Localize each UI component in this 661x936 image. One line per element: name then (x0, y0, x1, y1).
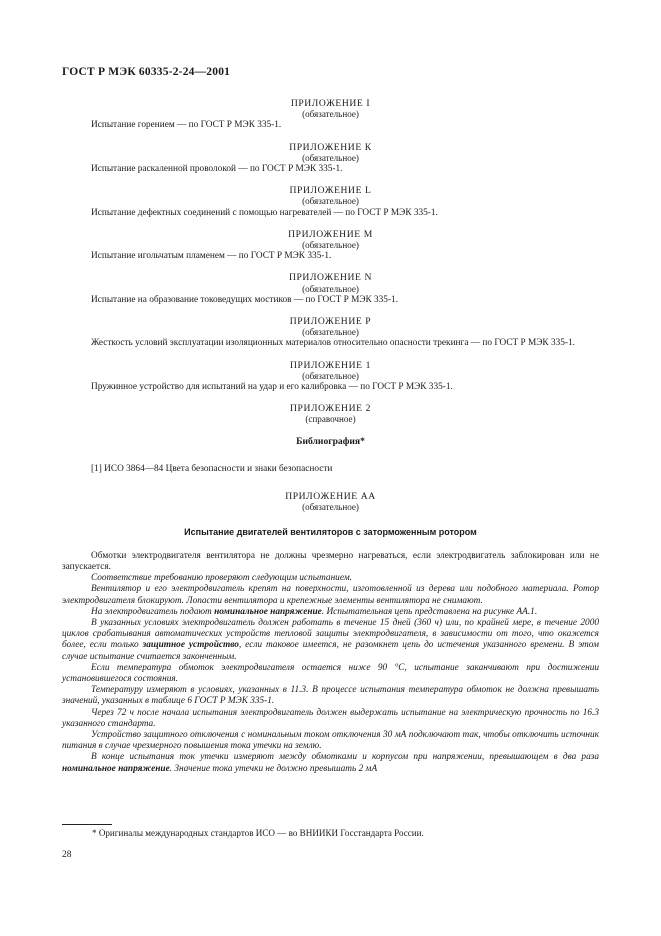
appendix-title: ПРИЛОЖЕНИЕ М (288, 228, 373, 240)
appendix-title: ПРИЛОЖЕНИЕ I (290, 98, 371, 109)
appendix-title: ПРИЛОЖЕНИЕ 1 (290, 359, 371, 371)
appendix-text: Пружинное устройство для испытаний на удар и его калибровка — по ГОСТ Р МЭК 335-1. (91, 382, 453, 393)
defined-term: защитное устройство (142, 640, 239, 651)
appendix-2 (62, 403, 599, 425)
defined-term: номинальное напряжение (62, 763, 170, 774)
section-title: Испытание двигателей вентиляторов с заторможенным ротором (184, 527, 477, 538)
paragraph-text: На электродвигатель подают (91, 606, 215, 617)
appendix-p (62, 316, 599, 350)
paragraph (62, 618, 599, 663)
page-number: 28 (62, 850, 72, 860)
paragraph-text: В указанных условиях электродвигатель должен работать в течение 15 дней (360 ч) или, по крайней мере, в течение 2000 циклов срабатывания автоматических устройств тепловой защиты электродвигателя, в зависимости от того, что окажется более, если только (62, 617, 599, 651)
document-code-header: ГОСТ Р МЭК 60335-2-24—2001 (62, 66, 231, 78)
paragraph (62, 752, 599, 774)
page-content (62, 98, 599, 775)
appendix-title: ПРИЛОЖЕНИЕ N (288, 272, 373, 284)
appendix-i (62, 98, 599, 132)
appendix-text: Жесткость условий эксплуатации изоляционных материалов относительно опасности трекинга — по ГОСТ Р МЭК 335-1. (91, 338, 575, 349)
appendix-status: (обязательное) (302, 327, 359, 338)
bibliography-heading: Библиография* (296, 435, 365, 447)
paragraph-text: В конце испытания ток утечки измеряют между обмотками и корпусом при напряжении, превышающем в два раза (91, 752, 599, 763)
bibliography-item: [1] ИСО 3864—84 Цвета безопасности и знаки безопасности (91, 463, 333, 474)
paragraph: Устройство защитного отключения с номинальным током отключения 30 мА подключают так, чтобы отключить источник питания в случае чрезмерного повышения тока утечки на землю. (62, 729, 599, 752)
appendix-text: Испытание на образование токоведущих мостиков — по ГОСТ Р МЭК 335-1. (91, 294, 399, 305)
appendix-status: (обязательное) (302, 370, 359, 381)
paragraph: Температуру измеряют в условиях, указанных в 11.3. В процессе испытания температура обмоток не должна превышать значений, указанных в таблице 6 ГОСТ Р МЭК 335-1. (62, 685, 599, 707)
appendix-status: (обязательное) (302, 283, 359, 294)
appendix-title: ПРИЛОЖЕНИЕ АА (285, 491, 376, 503)
defined-term: номинальное напряжение (214, 606, 322, 617)
appendix-text: Испытание горением — по ГОСТ Р МЭК 335-1. (91, 120, 282, 131)
appendix-title: ПРИЛОЖЕНИЕ L (289, 185, 372, 197)
appendix-text: Испытание дефектных соединений с помощью нагревателей — по ГОСТ Р МЭК 335-1. (91, 207, 438, 218)
appendix-1 (62, 360, 599, 394)
appendix-title: ПРИЛОЖЕНИЕ Р (289, 316, 372, 328)
footnote-divider (62, 824, 112, 825)
paragraph: Обмотки электродвигателя вентилятора не должны чрезмерно нагреваться, если электродвигатель заблокирован или не запускается. (62, 550, 599, 572)
appendix-title: ПРИЛОЖЕНИЕ 2 (290, 403, 371, 415)
appendix-status: (обязательное) (302, 502, 359, 513)
appendix-k (62, 142, 599, 176)
appendix-l (62, 185, 599, 219)
appendix-text: Испытание раскаленной проволокой — по ГОСТ Р МЭК 335-1. (91, 164, 343, 175)
paragraph: Через 72 ч после начала испытания электродвигатель должен выдержать испытание на электрическую прочность по 16.3 указанного стандарта. (62, 707, 599, 729)
appendix-title: ПРИЛОЖЕНИЕ К (289, 141, 372, 153)
paragraph: Если температура обмоток электродвигателя остается ниже 90 °С, испытание заканчивают при достижении установившегося состояния. (62, 662, 599, 684)
appendix-status: (справочное) (305, 414, 356, 425)
appendix-n (62, 272, 599, 306)
appendix-status: (обязательное) (302, 109, 359, 120)
appendix-status: (обязательное) (302, 152, 359, 163)
paragraph-text: . Испытательная цепь представлена на рисунке АА.1. (321, 606, 538, 617)
appendix-status: (обязательное) (302, 196, 359, 207)
paragraph (62, 607, 599, 618)
appendix-aa (62, 491, 599, 775)
paragraph-text: . Значение тока утечки не должно превышать 2 мА (169, 763, 378, 774)
paragraph-text: , если таковое имеется, не разомкнет цепь до истечения указанного времени. В этом случае испытание считается законченным. (62, 640, 599, 662)
appendix-status: (обязательное) (302, 240, 359, 251)
appendix-text: Испытание игольчатым пламенем — по ГОСТ Р МЭК 335-1. (91, 251, 332, 262)
footnote: * Оригиналы международных стандартов ИСО — во ВНИИКИ Госстандарта России. (92, 828, 424, 838)
paragraph: Вентилятор и его электродвигатель крепят на поверхности, изготовленной из дерева или подобного материала. Ротор электродвигателя блокируют. Лопасти вентилятора и крепежные элементы вентилятора не снимают. (62, 584, 599, 606)
appendix-m (62, 229, 599, 263)
paragraph: Соответствие требованию проверяют следующим испытанием. (91, 573, 352, 584)
